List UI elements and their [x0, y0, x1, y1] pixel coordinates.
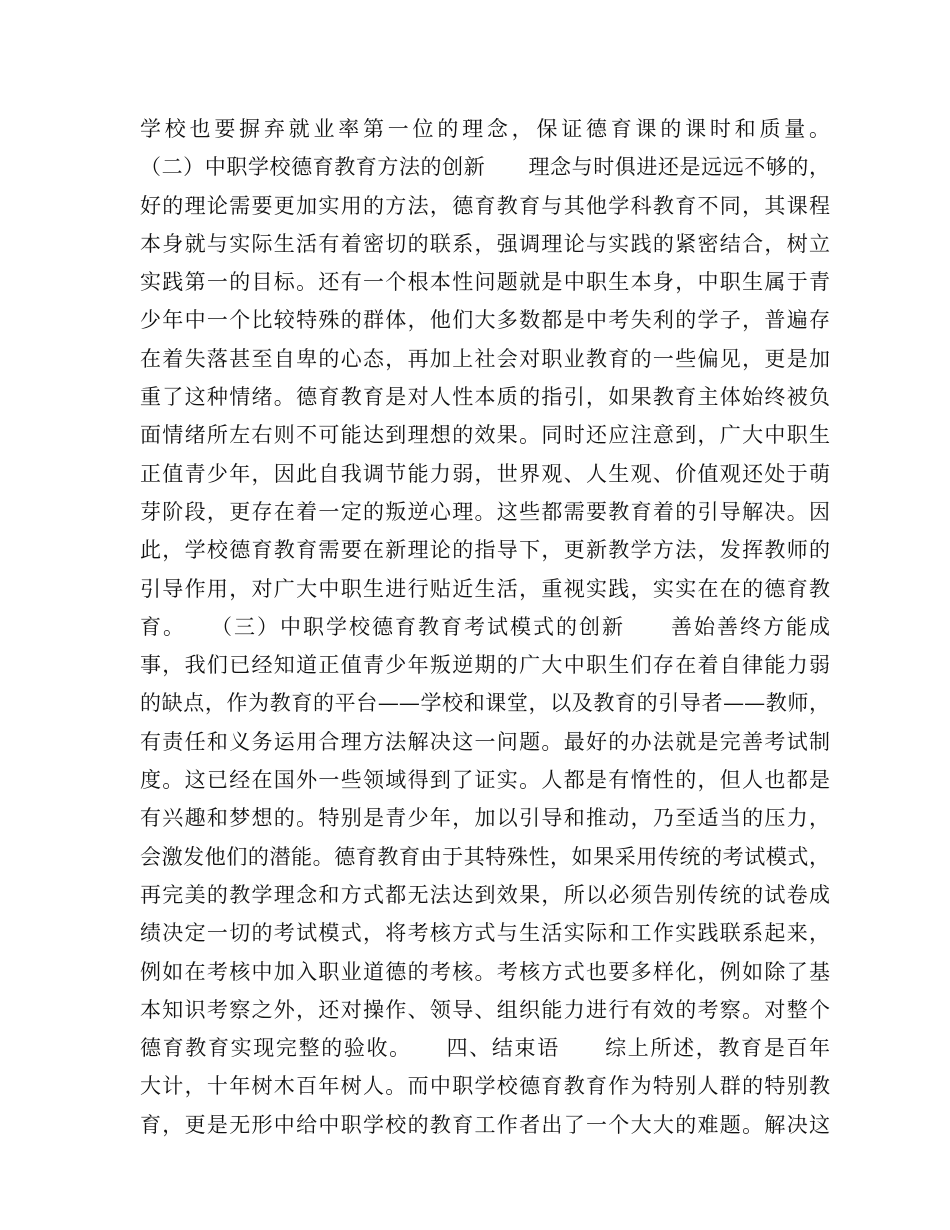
text-line: 实践第一的目标。还有一个根本性问题就是中职生本身，中职生属于青 [140, 270, 830, 295]
text-line: 面情绪所左右则不可能达到理想的效果。同时还应注意到，广大中职生 [140, 423, 830, 448]
text-line: 事，我们已经知道正值青少年叛逆期的广大中职生们存在着自律能力弱 [140, 653, 830, 678]
text-line: 育。 （三）中职学校德育教育考试模式的创新 善始善终方能成 [140, 614, 830, 639]
text-line: 例如在考核中加入职业道德的考核。考核方式也要多样化，例如除了基 [140, 959, 830, 984]
text-line: 本知识考察之外，还对操作、领导、组织能力进行有效的考察。对整个 [140, 997, 830, 1022]
text-line: 在着失落甚至自卑的心态，再加上社会对职业教育的一些偏见，更是加 [140, 346, 830, 371]
text-line: 德育教育实现完整的验收。 四、结束语 综上所述，教育是百年 [140, 1036, 830, 1061]
text-line: 正值青少年，因此自我调节能力弱，世界观、人生观、价值观还处于萌 [140, 461, 830, 486]
text-line: 学校也要摒弃就业率第一位的理念，保证德育课的课时和质量。 [140, 117, 830, 141]
text-line: 育，更是无形中给中职学校的教育工作者出了一个大大的难题。解决这 [140, 1112, 830, 1137]
body-text [140, 110, 830, 1144]
text-line: 芽阶段，更存在着一定的叛逆心理。这些都需要教育着的引导解决。因 [140, 499, 830, 524]
text-line: 好的理论需要更加实用的方法，德育教育与其他学科教育不同，其课程 [140, 193, 830, 218]
text-line: 引导作用，对广大中职生进行贴近生活，重视实践，实实在在的德育教 [140, 576, 830, 601]
text-line: 会激发他们的潜能。德育教育由于其特殊性，如果采用传统的考试模式， [140, 844, 830, 869]
text-line: 有责任和义务运用合理方法解决这一问题。最好的办法就是完善考试制 [140, 729, 830, 754]
text-line: 度。这已经在国外一些领域得到了证实。人都是有惰性的，但人也都是 [140, 768, 830, 793]
text-line: 本身就与实际生活有着密切的联系，强调理论与实践的紧密结合，树立 [140, 231, 830, 256]
text-line: （二）中职学校德育教育方法的创新 理念与时俱进还是远远不够的， [140, 155, 830, 180]
text-line: 再完美的教学理念和方式都无法达到效果，所以必须告别传统的试卷成 [140, 882, 830, 907]
text-line: 少年中一个比较特殊的群体，他们大多数都是中考失利的学子，普遍存 [140, 308, 830, 333]
text-line: 此，学校德育教育需要在新理论的指导下，更新教学方法，发挥教师的 [140, 538, 830, 563]
text-line: 绩决定一切的考试模式，将考核方式与生活实际和工作实践联系起来， [140, 921, 830, 946]
text-line: 大计，十年树木百年树人。而中职学校德育教育作为特别人群的特别教 [140, 1074, 830, 1099]
text-line: 重了这种情绪。德育教育是对人性本质的指引，如果教育主体始终被负 [140, 385, 830, 410]
text-line: 的缺点，作为教育的平台——学校和课堂，以及教育的引导者——教师， [140, 691, 830, 716]
text-line: 有兴趣和梦想的。特别是青少年，加以引导和推动，乃至适当的压力， [140, 806, 830, 831]
